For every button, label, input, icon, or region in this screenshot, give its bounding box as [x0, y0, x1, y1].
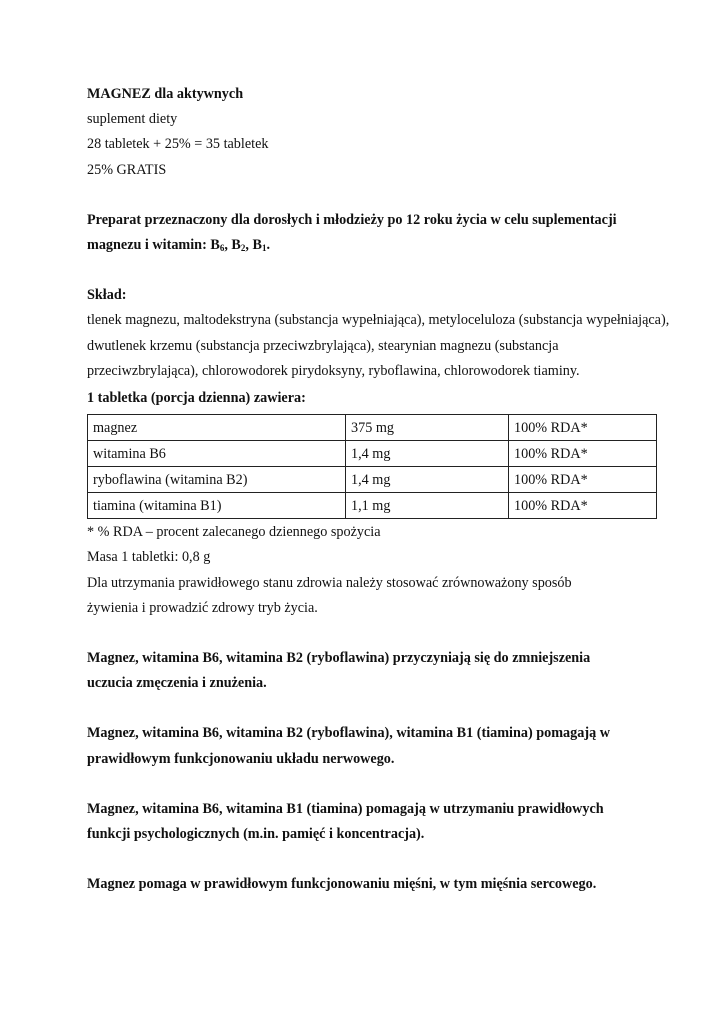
health-claims	[87, 621, 672, 897]
product-name: MAGNEZ dla aktywnych	[87, 86, 244, 102]
table-row	[88, 467, 657, 493]
health-claim-line: Magnez, witamina B6, witamina B1 (tiamina) pomagają w utrzymaniu prawidłowych	[87, 800, 604, 817]
nutrient-name-cell: tiamina (witamina B1)	[88, 493, 346, 519]
table-row	[88, 493, 657, 519]
promo-text: 25% GRATIS	[87, 161, 167, 178]
nutrient-name-cell: ryboflawina (witamina B2)	[88, 467, 346, 493]
health-claim-line: Magnez, witamina B6, witamina B2 (ryboflawina) przyczyniają się do zmniejszenia	[87, 650, 591, 667]
product-quantity: 28 tabletek + 25% = 35 tabletek	[87, 136, 269, 153]
rda-cell: 100% RDA*	[509, 493, 657, 519]
purpose-text: Preparat przeznaczony dla dorosłych i młodzieży po 12 roku życia w celu suplementacji magnezu i witamin:	[87, 211, 617, 254]
health-claim-line: Magnez pomaga w prawidłowym funkcjonowaniu mięśni, w tym mięśnia sercowego.	[87, 876, 597, 893]
composition-table	[87, 414, 657, 519]
rda-note: * % RDA – procent zalecanego dziennego spożycia	[87, 524, 381, 541]
nutrient-name-cell: witamina B6	[88, 441, 346, 467]
ingredients-text: tlenek magnezu, maltodekstryna (substancja wypełniająca), metyloceluloza (substancja wypełniająca), dwutlenek krzemu (substancja przeciwzbrylająca), stearynian magnezu (substancja przeciwzbrylająca), chlorowodorek pirydoksyny, ryboflawina, chlorowodorek tiaminy.	[87, 312, 670, 379]
purpose-paragraph: Preparat przeznaczony dla dorosłych i młodzieży po 12 roku życia w celu suplementacji magnezu i witamin: $B_6$, $B_2$, $B_1$.	[87, 211, 617, 254]
rda-cell: 100% RDA*	[509, 415, 657, 441]
table-row	[88, 415, 657, 441]
document-page	[87, 82, 672, 897]
product-type: suplement diety	[87, 111, 178, 128]
rda-cell: 100% RDA*	[509, 441, 657, 467]
health-claim-line: prawidłowym funkcjonowaniu układu nerwowego.	[87, 750, 395, 767]
health-claim-line: Magnez, witamina B6, witamina B2 (ryboflawina), witamina B1 (tiamina) pomagają w	[87, 725, 610, 742]
table-heading: 1 tabletka (porcja dzienna) zawiera:	[87, 390, 306, 407]
amount-cell: 1,1 mg	[346, 493, 509, 519]
amount-cell: 375 mg	[346, 415, 509, 441]
amount-cell: 1,4 mg	[346, 441, 509, 467]
rda-cell: 100% RDA*	[509, 467, 657, 493]
nutrient-name-cell: magnez	[88, 415, 346, 441]
diet-note-line-1: Dla utrzymania prawidłowego stanu zdrowia należy stosować zrównoważony sposób	[87, 574, 572, 591]
tablet-mass: Masa 1 tabletki: 0,8 g	[87, 549, 211, 566]
health-claim-line: uczucia zmęczenia i znużenia.	[87, 675, 267, 692]
table-row	[88, 441, 657, 467]
diet-note-line-2: żywienia i prowadzić zdrowy tryb życia.	[87, 599, 318, 616]
ingredients-heading: Skład:	[87, 287, 127, 304]
amount-cell: 1,4 mg	[346, 467, 509, 493]
health-claim-line: funkcji psychologicznych (m.in. pamięć i koncentracja).	[87, 826, 425, 843]
